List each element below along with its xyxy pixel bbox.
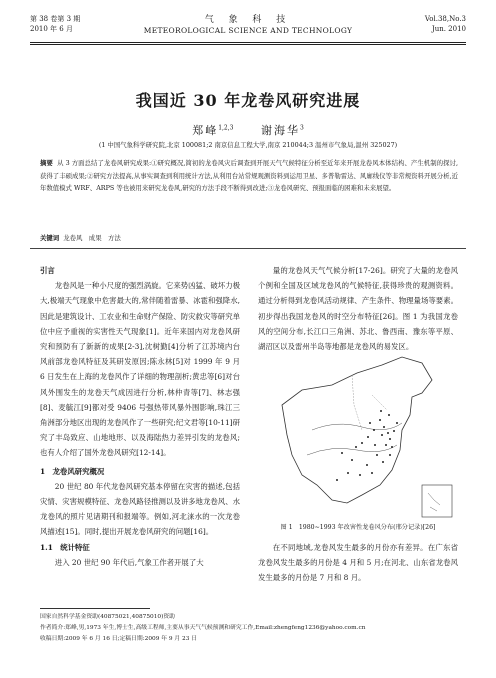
south-sea-inset	[422, 485, 452, 517]
tornado-point	[355, 446, 357, 448]
tornado-point	[369, 422, 371, 424]
tornado-point	[361, 442, 363, 444]
tornado-point	[359, 474, 361, 476]
right-paragraph: 量的龙卷风天气气候分析[17-26]。研究了大量的龙卷风个例和全国及区域龙卷风的气候特征,获得珍贵的观测资料。通过分析得到龙卷风活动规律、产生条件、物理量场等要素。初步得出我国龙卷风的时空分布特征[26]。图 1 为我国龙卷风的空间分布,长江口三角洲、苏北、鲁西南、豫东等平原、湖沼区以及雷州半岛等地都是龙卷风的易发区。	[258, 266, 458, 352]
tornado-point	[385, 444, 387, 446]
tornado-point	[391, 446, 393, 448]
author-1: 郑峰	[192, 124, 219, 137]
map-river-2	[312, 423, 402, 430]
tornado-points	[336, 410, 398, 481]
keywords	[40, 233, 121, 242]
journal-volume	[425, 14, 466, 34]
tornado-point	[366, 464, 368, 466]
header-rule-thin	[30, 44, 466, 45]
tornado-point	[367, 436, 369, 438]
keywords-label: 关键词	[40, 234, 60, 242]
abstract-rule	[30, 248, 466, 249]
journal-name	[0, 12, 496, 35]
issue-date: 2010 年 6 月	[30, 25, 73, 33]
figure-caption: 图 1 1980~1993 年改害性龙卷风分布(邢分记录)[26]	[280, 524, 436, 531]
abstract	[40, 157, 458, 195]
abstract-label: 摘要	[40, 159, 53, 167]
volume-date: Jun. 2010	[431, 25, 466, 33]
footnotes	[40, 612, 460, 645]
footnote-funding: 国家自然科学基金资助(40875021,40875010)资助	[40, 614, 175, 620]
tornado-point	[393, 430, 395, 432]
section-1-1-paragraph: 进入 20 世纪 90 年代后,气象工作者开展了大	[54, 557, 204, 567]
tornado-point	[387, 432, 389, 434]
tornado-point	[380, 410, 382, 412]
paper-title: 我国近 30 年龙卷风研究进展	[135, 91, 361, 110]
section-1-paragraph: 20 世纪 80 年代龙卷风研究基本停留在灾害的描述,包括灾情、灾害规模特征、龙卷风路径推测以及讲多地龙卷风、水龙卷风的照片见诸期刊和报端等。例如,河北涞水的一次龙卷风描述[15]。同时,提出开展龙卷风研究的问题[16]。	[40, 481, 240, 537]
tornado-point	[381, 434, 383, 436]
tornado-point	[396, 422, 398, 424]
tornado-point	[336, 479, 338, 481]
footnote-dates: 收稿日期:2009 年 6 月 16 日;定稿日期:2009 年 9 月 23 日	[40, 636, 198, 642]
author-1-affil: 1,2,3	[218, 124, 234, 132]
tornado-point	[371, 472, 373, 474]
section-1-1-heading: 1.1 统计特征	[40, 542, 90, 552]
abstract-text: 从 3 方面总结了龙卷风研究成果:①研究概况,简初的龙卷风灾后调查到开展天气气候特征分析至近年来开展龙卷风本体结构、产生机制的探讨,获得了丰硕成果;②研究方法提高,从事实调查到利用统计方法,从利用台站常规观测资料到运用卫星、多普勒雷达、风廓线仪等非常规资料开展分析,近年数值模式 WRF、ARPS 等也被用来研究龙卷风,研究的方法手段不断得到改进;③龙卷风研究、预报面临的困难和未来展望。	[40, 159, 459, 193]
intro-heading: 引言	[40, 266, 55, 275]
tornado-point	[347, 472, 349, 474]
author-2-affil: 3	[299, 124, 304, 132]
journal-name-cn: 气 象 科 技	[204, 15, 292, 25]
tornado-point	[383, 426, 385, 428]
journal-name-en: METEOROLOGICAL SCIENCE AND TECHNOLOGY	[143, 26, 353, 35]
header-rule	[30, 42, 466, 43]
intro-paragraph: 龙卷风是一种小尺度的强烈涡旋。它来势凶猛、破坏力极大,极端天气现象中危害最大的,常伴随着雷暴、冰雹和强降水,因此是建筑设计、工农业和生命财产保险、防灾救灾等研究单位中应予重视的实害性天气现象[1]。近年来国内对龙卷风研究和预防有了新新的成果[2-3],沈树勤[4]分析了江苏境内台风前部龙卷风特征及其研发原因;陈永林[5]对 1999 年 9 月 6 日发生在上海的龙卷风作了详细的物理剖析;黄忠等[6]对台风外围发生的龙卷天气成因进行分析,林仲青等[7]、林志强[8]、麦毓江[9]都对受 9406 号强热带风暴外围影响,珠江三角洲部分地区出现的龙卷风作了一些研究;纪文君等[10-11]研究了丰岛致应、山地地形、以及海陆热力差异引发的龙卷风;也有人介绍了国外龙卷风研究[12-14]。	[40, 281, 240, 458]
tornado-point	[376, 454, 378, 456]
map-outline	[282, 357, 432, 503]
volume-number: Vol.38,No.3	[424, 15, 466, 23]
keywords-text: 龙卷风 成果 方法	[63, 234, 121, 242]
tornado-point	[374, 444, 376, 446]
tornado-point	[341, 452, 343, 454]
south-sea-islands	[428, 493, 440, 511]
affiliations: (1 中国气象科学研究院,北京 100081;2 南京信息工程大学,南京 210044;3 温州市气象局,温州 325027)	[98, 141, 398, 149]
tornado-point	[388, 414, 390, 416]
tornado-point	[389, 438, 391, 440]
footnote-rule	[40, 608, 150, 609]
tornado-point	[373, 429, 375, 431]
section-1-heading: 1 龙卷风研究概况	[40, 466, 105, 476]
right-paragraph-2: 在不同地域,龙卷风发生最多的月份亦有差异。在广东省龙卷风发生最多的月份是 4 月和 5 月;在河北、山东省龙卷风发生最多的月份是 7 月和 8 月。	[258, 543, 458, 583]
authors	[0, 122, 496, 138]
right-column-lower	[258, 540, 458, 586]
map-river	[307, 445, 397, 455]
map-border	[352, 375, 387, 430]
issue-volume: 第 38 卷第 3 期	[30, 15, 81, 23]
tornado-point	[382, 461, 384, 463]
tornado-point	[389, 454, 391, 456]
footnote-author: 作者简介:郑峰,男,1973 年生,博士生,高级工程师,主要从事天气气候预测和研究工作,Email:zhengfeng1236@yahoo.com.cn	[40, 625, 366, 631]
author-2: 谢海华	[260, 124, 300, 137]
china-map-figure	[262, 335, 458, 523]
tornado-point	[379, 419, 381, 421]
tornado-point	[351, 459, 353, 461]
left-column	[40, 263, 240, 570]
